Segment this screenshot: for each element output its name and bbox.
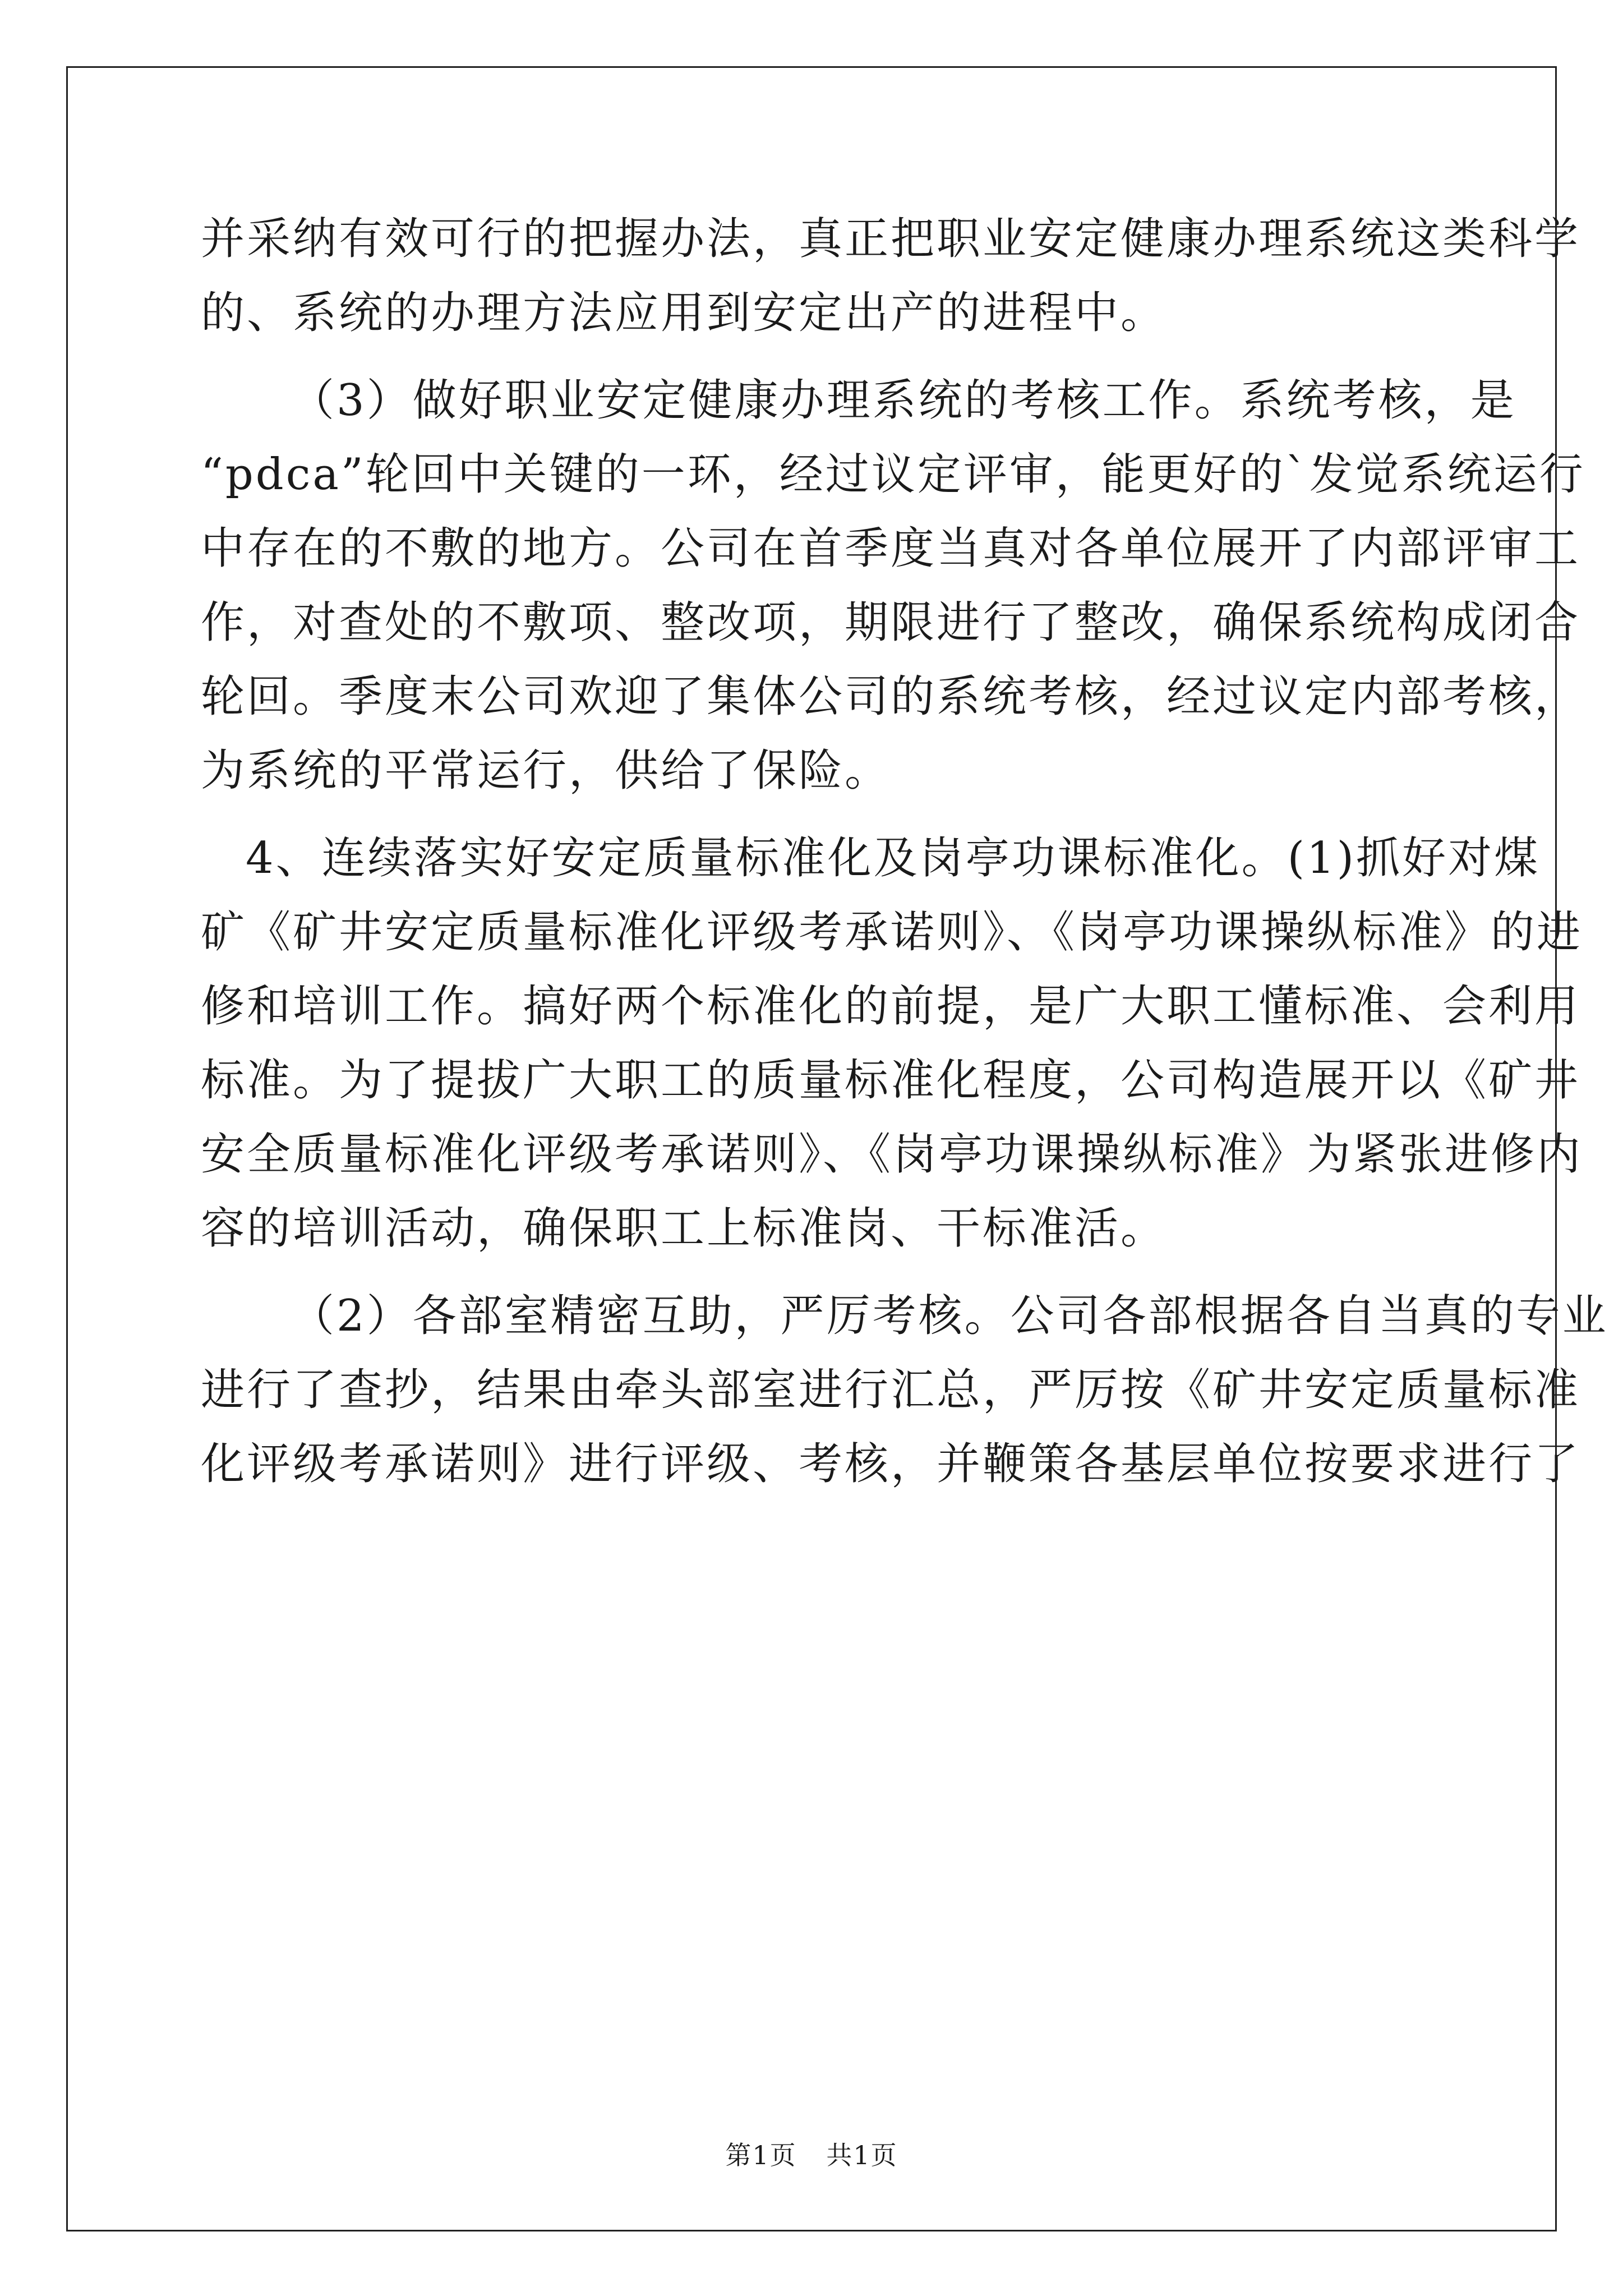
paragraph-4 [201,1279,1608,1501]
text-line: “pdca”轮回中关键的一环，经过议定评审，能更好的`发觉系统运行 [201,449,1585,500]
text-line: 化评级考承诺则》进行评级、考核，并鞭策各基层单位按要求进行了 [201,1439,1581,1489]
text-line: 进行了查抄，结果由牵头部室进行汇总，严厉按《矿井安定质量标准 [201,1365,1581,1415]
text-line: 矿《矿井安定质量标准化评级考承诺则》、《岗亭功课操纵标准》的进 [201,907,1583,958]
text-line: 容的培训活动，确保职工上标准岗、干标准活。 [201,1203,1167,1254]
page-number-total: 共1页 [826,2140,898,2170]
text-line: 中存在的不敷的地方。公司在首季度当真对各单位展开了内部评审工 [201,523,1581,574]
text-line: 作，对查处的不敷项、整改项，期限进行了整改，确保系统构成闭合 [201,597,1581,648]
paragraph-1 [201,202,1581,350]
text-line: 的、系统的办理方法应用到安定出产的进程中。 [201,288,1167,338]
text-line: 为系统的平常运行，供给了保险。 [201,746,891,796]
text-line: 修和培训工作。搞好两个标准化的前提，是广大职工懂标准、会利用 [201,981,1581,1032]
text-line: （2）各部室精密互助，严厉考核。公司各部根据各自当真的专业 [291,1291,1608,1341]
page-number-current: 第1页 [725,2140,797,2170]
text-line: 并采纳有效可行的把握办法，真正把职业安定健康办理系统这类科学 [201,214,1581,264]
text-line: （3）做好职业安定健康办理系统的考核工作。系统考核，是 [291,375,1516,426]
text-line: 4、连续落实好安定质量标准化及岗亭功课标准化。(1)抓好对煤 [246,833,1541,884]
paragraph-2 [201,364,1585,808]
text-line: 轮回。季度末公司欢迎了集体公司的系统考核，经过议定内部考核， [201,671,1581,722]
document-body [201,202,1608,1515]
paragraph-3 [201,821,1583,1266]
text-line: 标准。为了提拔广大职工的质量标准化程度，公司构造展开以《矿井 [201,1055,1581,1106]
page-footer [0,2135,1623,2172]
text-line: 安全质量标准化评级考承诺则》、《岗亭功课操纵标准》为紧张进修内 [201,1129,1583,1180]
